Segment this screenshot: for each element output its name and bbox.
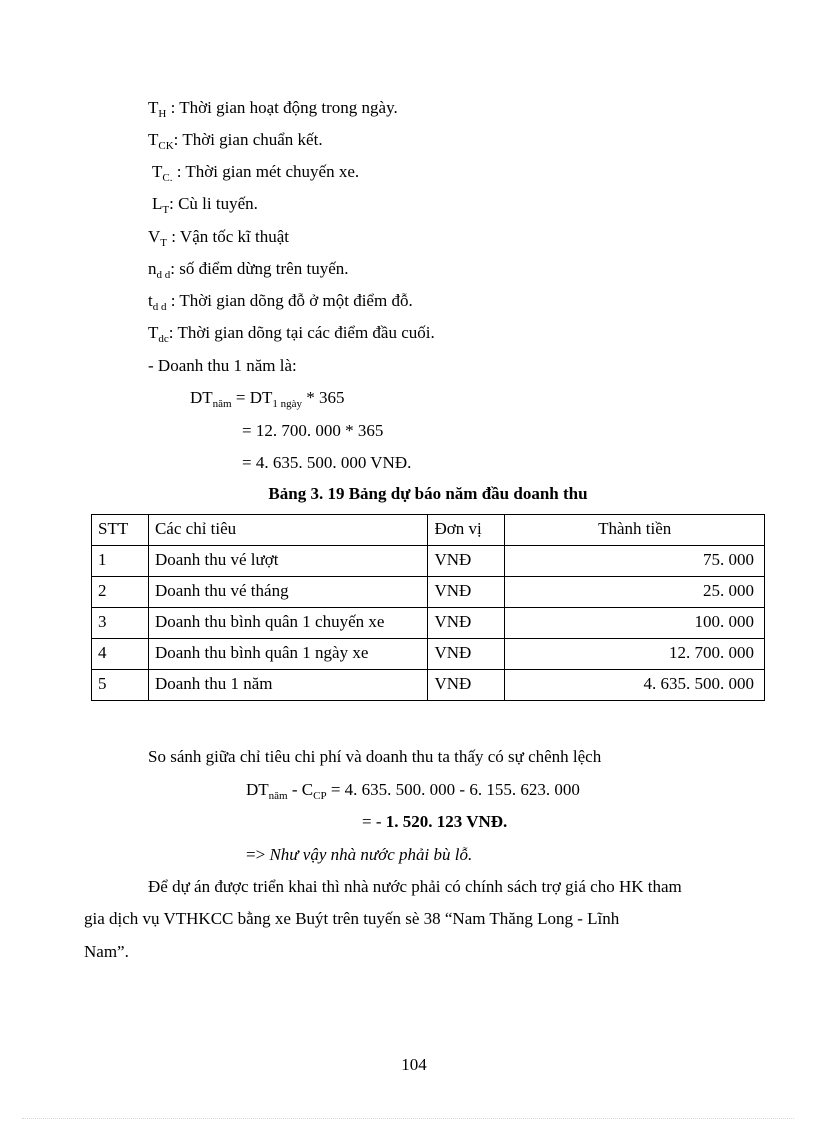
cell-stt: 4 bbox=[92, 639, 149, 670]
cell-amount: 12. 700. 000 bbox=[505, 639, 765, 670]
cell-unit: VNĐ bbox=[428, 639, 505, 670]
cell-amount: 75. 000 bbox=[505, 546, 765, 577]
footer-divider bbox=[22, 1118, 794, 1119]
definition-tdc: $T_{dc}$: Thời gian dõng tại các điểm đầu cuối. bbox=[148, 323, 435, 345]
table-row bbox=[92, 577, 765, 608]
cell-criteria: Doanh thu vé tháng bbox=[148, 577, 428, 608]
cell-unit: VNĐ bbox=[428, 577, 505, 608]
revenue-formula-step2: = 12. 700. 000 * 365 bbox=[242, 421, 384, 440]
cell-criteria: Doanh thu bình quân 1 chuyến xe bbox=[148, 608, 428, 639]
paragraph-line-2: gia dịch vụ VTHKCC bằng xe Buýt trên tuyến sè 38 “Nam Thăng Long - Lĩnh bbox=[84, 909, 620, 928]
page-number: 104 bbox=[401, 1055, 427, 1074]
definition-tc: $T_{C.}$ : Thời gian mét chuyến xe. bbox=[152, 162, 360, 184]
table-title: Bảng 3. 19 Bảng dự báo năm đầu doanh thu bbox=[268, 484, 588, 503]
cell-unit: VNĐ bbox=[428, 546, 505, 577]
definition-vt: $V_T$ : Vận tốc kĩ thuật bbox=[148, 227, 289, 249]
cell-amount: 4. 635. 500. 000 bbox=[505, 670, 765, 701]
comparison-intro: So sánh giữa chỉ tiêu chi phí và doanh thu ta thấy có sự chênh lệch bbox=[148, 747, 602, 766]
cell-stt: 3 bbox=[92, 608, 149, 639]
revenue-formula: $DT_{năm} = DT_{1 ngày} * 365$ bbox=[190, 388, 345, 410]
table-row bbox=[92, 546, 765, 577]
table-row bbox=[92, 670, 765, 701]
revenue-formula-step3: = 4. 635. 500. 000 VNĐ. bbox=[242, 453, 412, 472]
cell-criteria: Doanh thu bình quân 1 ngày xe bbox=[148, 639, 428, 670]
revenue-table bbox=[91, 514, 765, 701]
table-row bbox=[92, 608, 765, 639]
cell-amount: 100. 000 bbox=[505, 608, 765, 639]
header-stt: STT bbox=[92, 515, 149, 546]
paragraph-line-1: Để dự án được triển khai thì nhà nước phải có chính sách trợ giá cho HK tham bbox=[148, 877, 682, 896]
table-header-row bbox=[92, 515, 765, 546]
table-row bbox=[92, 639, 765, 670]
cell-criteria: Doanh thu 1 năm bbox=[148, 670, 428, 701]
cell-unit: VNĐ bbox=[428, 608, 505, 639]
cell-criteria: Doanh thu vé lượt bbox=[148, 546, 428, 577]
header-unit: Đơn vị bbox=[428, 515, 505, 546]
cell-amount: 25. 000 bbox=[505, 577, 765, 608]
header-amount: Thành tiền bbox=[505, 515, 765, 546]
definition-lt: $L_T$: Cù li tuyến. bbox=[152, 194, 258, 216]
revenue-intro: - Doanh thu 1 năm là: bbox=[148, 356, 297, 375]
comparison-result: = - 1. 520. 123 VNĐ. bbox=[362, 812, 508, 831]
cell-unit: VNĐ bbox=[428, 670, 505, 701]
definition-ndd: $n_{d d}$: số điểm dừng trên tuyến. bbox=[148, 259, 349, 281]
paragraph-line-3: Nam”. bbox=[84, 942, 129, 961]
cell-stt: 1 bbox=[92, 546, 149, 577]
comparison-conclusion: => Như vậy nhà nước phải bù lỗ. bbox=[246, 845, 473, 864]
cell-stt: 5 bbox=[92, 670, 149, 701]
definition-tdd: $t_{d d}$ : Thời gian dõng đỗ ở một điểm đỗ. bbox=[148, 291, 413, 313]
definition-th: $T_H$ : Thời gian hoạt động trong ngày. bbox=[148, 98, 398, 120]
definition-tck: $T_{CK}$: Thời gian chuẩn kết. bbox=[148, 130, 323, 152]
comparison-expression: $DT_{năm} - C_{CP} = 4$. 635. 500. 000 - 6. 155. 623. 000 bbox=[246, 780, 580, 802]
header-criteria: Các chỉ tiêu bbox=[148, 515, 428, 546]
cell-stt: 2 bbox=[92, 577, 149, 608]
